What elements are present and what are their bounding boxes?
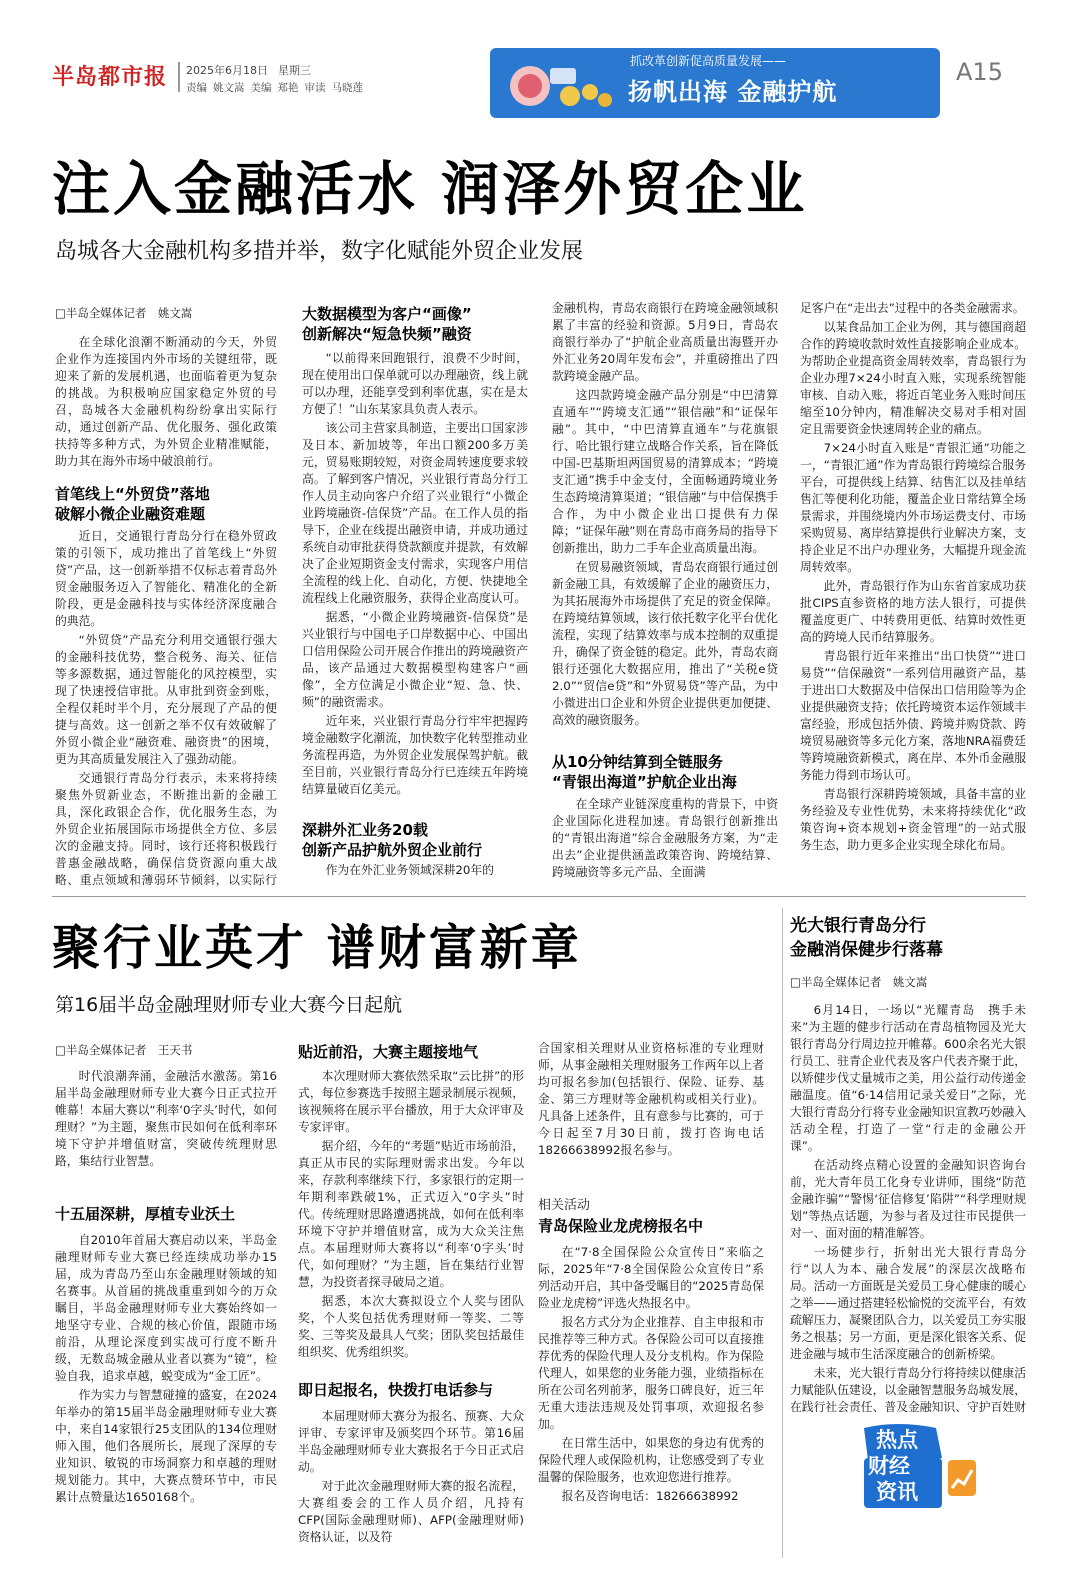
- paragraph: 近日，交通银行青岛分行在稳外贸政策的引领下，成功推出了首笔线上“外贸贷”产品，这一创新举措不仅标志着青岛外贸金融服务迈入了智能化、精准化的全新阶段，更是金融科技与实体经济深度融合的典范。: [55, 529, 277, 628]
- paper-name: 半岛都市报: [52, 64, 168, 90]
- paragraph: 该公司主营家具制造，主要出口国家涉及日本、新加坡等，年出口额200多万美元，贸易账期较短，对资金周转速度要求较高。了解到客户情况，兴业银行青岛分行工作人员主动向客户介绍了兴业银行“小微企业跨境融资-信保贷”产品。在工作人员的指导下，企业在线提出融资申请，并成功通过系统自动审批获得贷款额度并提款，有效解决了企业短期资金支付需求，实现客户用信全流程的线上化、自动化，方便、快捷地全流程线上化融资服务，获得企业高度认可。: [302, 421, 528, 605]
- story2-col2-b: [298, 1408, 524, 1562]
- paragraph: 作为实力与智慧碰撞的盛宴，在2024年举办的第15届半岛金融理财师专业大赛中，来自14家银行25支团队的134位理财师入围，他们各展所长，展现了深厚的专业知识、敏锐的市场洞察力和卓越的理财规划能力。其中，大赛点赞环节中，市民累计点赞量达1650168个。: [55, 1388, 277, 1504]
- story1-subhead: 岛城各大金融机构多措并举，数字化赋能外贸企业发展: [55, 239, 584, 264]
- paragraph: 交通银行青岛分行表示，未来将持续聚焦外贸新业态，不断推出新的金融工具，深化政银企合作，优化服务生态，为外贸企业拓展国际市场提供全方位、多层次的金融支持。同时，该行还将积极践行普惠金融战略，确保信贷资源向重大战略、重点领域和薄弱环节倾斜，以实际行: [55, 771, 277, 887]
- story3-headline: 光大银行青岛分行 金融消保健步行落幕: [790, 916, 943, 960]
- story3-byline: □半岛全媒体记者 姚文嵩: [790, 975, 928, 989]
- paragraph: 7×24小时直入账是“青银汇通”功能之一，“青银汇通”作为青岛银行跨境综合服务平台，可提供线上结算、结售汇以及挂单结售汇等便利化功能，覆盖企业日常结算全场景需求，并围绕境内外市场运费支付、市场采购贸易、离岸结算提供行业解决方案，支持企业足不出户办理业务，大幅提升现金流周转效率。: [800, 441, 1026, 574]
- paragraph: “外贸贷”产品充分利用交通银行强大的金融科技优势，整合税务、海关、征信等多源数据，通过智能化的风控模型，实现了快速授信审批。从审批到资金到账，全程仅耗时半个月，充分展现了产品的便捷与高效。这一创新之举不仅有效破解了外贸小微企业“融资难、融资贵”的困境，更为其高质量发展注入了强劲动能。: [55, 633, 277, 766]
- story2-subhead-3: 即日起报名，快拨打电话参与: [298, 1381, 494, 1399]
- story1-col3-b: [552, 796, 778, 888]
- paragraph: 本届理财师大赛分为报名、预赛、大众评审、专家评审及颁奖四个环节。第16届半岛金融理财师专业大赛报名于今日正式启动。: [298, 1409, 524, 1474]
- story2-subhead-4: 青岛保险业龙虎榜报名中: [538, 1217, 704, 1235]
- story2-col3-b: [538, 1244, 764, 1562]
- story1-col2-a: [302, 350, 528, 816]
- editor-credits: [186, 80, 369, 95]
- story2-subhead-2: 贴近前沿，大赛主题接地气: [298, 1043, 479, 1061]
- paragraph: 在全球化浪潮不断涌动的今天，外贸企业作为连接国内外市场的关键纽带，既迎来了新的发展机遇，也面临着更为复杂的挑战。为积极响应国家稳定外贸的号召，岛城各大金融机构纷纷拿出实际行动，通过创新产品、优化服务、强化政策扶持等多种方式，为外贸企业精准赋能，助力其在海外市场中破浪前行。: [55, 335, 277, 468]
- story1-col1-a: [55, 334, 277, 470]
- masthead: [0, 0, 1080, 118]
- paragraph: 青岛银行近年来推出“出口快贷”“进口易贷”“信保融资”一系列信用融资产品，基于进出口大数据及中信保出口信用险等为企业提供融资支持；依托跨境资本运作领域丰富经验，形成包括外债、跨境并购贷款、跨境贸易融资等多元化方案，落地NRA福费廷等跨境融资新模式，离在岸、本外币金融服务能力得到市场认可。: [800, 649, 1026, 782]
- story1-subhead-3: 深耕外汇业务20载 创新产品护航外贸企业前行: [302, 821, 483, 859]
- paragraph: 作为在外汇业务领域深耕20年的: [325, 863, 494, 877]
- paragraph: 一场健步行，折射出光大银行青岛分行“以人为本、融合发展”的深层次战略布局。活动一方面既是关爱员工身心健康的暖心之举——通过搭建轻松愉悦的交流平台，有效疏解压力，凝聚团队合力，以关爱员工夯实服务之根基；另一方面，更是深化银客关系、促进金融与城市生活深度融合的创新桥梁。: [790, 1245, 1026, 1361]
- story1-subhead-2: 大数据模型为客户“画像” 创新解决“短急快频”融资: [302, 305, 472, 343]
- paragraph: 足客户在“走出去”过程中的各类金融需求。: [800, 301, 1025, 315]
- banner-kicker: 抓改革创新促高质量发展——: [630, 54, 787, 68]
- issue-date: [186, 62, 311, 78]
- paragraph: 在日常生活中，如果您的身边有优秀的保险代理人或保险机构，让您感受到了专业温馨的保险服务，也欢迎您进行推荐。: [538, 1436, 764, 1484]
- editor-name: 姚文嵩: [213, 82, 245, 94]
- paragraph: 对于此次金融理财师大赛的报名流程，大赛组委会的工作人员介绍，凡持有CFP(国际金融理财师)、AFP(金融理财师)资格认证，以及符: [298, 1479, 524, 1544]
- column-divider: [782, 908, 783, 1558]
- page-number: A15: [956, 58, 1003, 86]
- paragraph: 据悉，“小微企业跨境融资-信保贷”是兴业银行与中国电子口岸数据中心、中国出口信用保险公司开展合作推出的跨境融资产品，该产品通过大数据模型构建客户“画像”，全方位满足小微企业“短、急、快、频”的融资需求。: [302, 610, 528, 709]
- story1-subhead-1: 首笔线上“外贸贷”落地 破解小微企业融资难题: [55, 485, 210, 523]
- paragraph: 6月14日，一场以“光耀青岛 携手未来”为主题的健步行活动在青岛植物园及光大银行青岛分行周边拉开帷幕。600余名光大银行员工、驻青企业代表及客户代表齐聚于此，以矫健步伐丈量城市之美，用公益行动传递金融温度。值“6·14信用记录关爱日”之际，光大银行青岛分行将专业金融知识宣教巧妙融入活动全程，打造了一堂“行走的金融公开课”。: [790, 1003, 1026, 1153]
- paragraph: 在贸易融资领域，青岛农商银行通过创新金融工具，有效缓解了企业的融资压力，为其拓展海外市场提供了充足的资金保障。在跨境结算领域，该行依托数字化平台优化流程，实现了结算效率与成本控制的双重提升，确保了资金链的稳定。此外，青岛农商银行还强化大数据应用，推出了“关税e贷2.0”“贸信e贷”和“外贸易贷”等产品，为中小微进出口企业和外贸企业提供更加便捷、高效的融资服务。: [552, 560, 778, 727]
- weekday-text: 星期三: [278, 64, 311, 77]
- story1-headline: 注入金融活水 润泽外贸企业: [52, 155, 808, 223]
- paragraph: 青岛银行深耕跨境领域，具备丰富的业务经验及专业性优势，未来将持续优化“政策咨询+资本规划+资金管理”的一站式服务生态，助力更多企业实现全球化布局。: [800, 787, 1026, 852]
- paragraph: 时代浪潮奔涌，金融活水激荡。第16届半岛金融理财师专业大赛今日正式拉开帷幕！本届大赛以“利率‘0字头’时代，如何理财？”为主题，聚焦市民如何在低利率环境下守护并增值财富，突破传统理财思路，集结行业智慧。: [55, 1069, 277, 1168]
- paragraph: “以前得来回跑银行，浪费不少时间，现在使用出口保单就可以办理融资，线上就可以办理，还能享受到利率优惠，实在是太方便了！”山东某家具负责人表示。: [302, 351, 528, 416]
- story1-col2-b: [302, 862, 528, 886]
- paragraph: 在“7·8全国保险公众宣传日”来临之际，2025年“7·8全国保险公众宣传日”系列活动开启，其中备受瞩目的“2025青岛保险业龙虎榜”评选火热报名中。: [538, 1245, 764, 1310]
- paragraph: 合国家相关理财从业资格标准的专业理财师，从事金融相关理财服务工作两年以上者均可报名参加(包括银行、保险、证券、基金、第三方理财等金融机构或相关行业)。凡具备上述条件，且有意参与比赛的，可于今日起至7月30日前，拨打咨询电话18266638992报名参与。: [538, 1041, 764, 1157]
- editor-role: 美编: [250, 82, 272, 94]
- editor-name: 郑艳: [277, 82, 299, 94]
- related-label: 相关活动: [538, 1198, 591, 1213]
- badge-line-1: 热点: [876, 1428, 918, 1452]
- paragraph: 此外，青岛银行作为山东省首家成功获批CIPS直参资格的地方法人银行，可提供覆盖度更广、中转费用更低、结算时效性更高的跨境人民币结算服务。: [800, 579, 1026, 644]
- date-text: 2025年6月18日: [186, 64, 268, 77]
- paragraph: 报名及咨询电话：18266638992: [561, 1489, 739, 1503]
- banner-coins-illustration: [500, 56, 620, 112]
- paragraph: 报名方式分为企业推荐、自主申报和市民推荐等三种方式。各保险公司可以直接推荐优秀的保险代理人及分支机构。作为保险代理人，如果您的业务能力强，业绩指标在所在公司名列前茅，服务口碑良好，近三年无重大违法违规及处罚事项，欢迎报名参加。: [538, 1315, 764, 1431]
- story1-byline: □半岛全媒体记者 姚文嵩: [55, 306, 193, 320]
- paragraph: 未来，光大银行青岛分行将持续以健康活力赋能队伍建设，以金融智慧服务岛城发展，在践行社会责任、普及金融知识、守护百姓财: [790, 1366, 1026, 1414]
- hot-finance-badge: [858, 1418, 984, 1514]
- editor-role: 责编: [186, 82, 207, 94]
- story2-headline: 聚行业英才 谱财富新章: [52, 920, 582, 976]
- section-divider: [52, 896, 1026, 897]
- paragraph: 据悉，本次大赛拟设立个人奖与团队奖，个人奖包括优秀理财师一等奖、二等奖、三等奖及最具人气奖；团队奖包括最佳组织奖、优秀组织奖。: [298, 1294, 524, 1359]
- paragraph: 近年来，兴业银行青岛分行牢牢把握跨境金融数字化潮流，加快数字化转型推动业务流程再造，为外贸企业发展保驾护航。截至目前，兴业银行青岛分行已连续五年跨境结算量破百亿美元。: [302, 714, 528, 796]
- masthead-divider: [178, 62, 180, 92]
- editor-name: 马晓莲: [331, 82, 363, 94]
- paragraph: 据介绍，今年的“考题”贴近市场前沿，真正从市民的实际理财需求出发。今年以来，存款利率继续下行，多家银行的定期一年期利率跌破1%，正式迈入“0字头”时代。传统理财思路遭遇挑战，如何在低利率环境下守护并增值财富，成为大众关注焦点。本届理财师大赛将以“利率‘0字头’时代，如何理财？”为主题，旨在集结行业智慧，为投资者探寻破局之道。: [298, 1139, 524, 1289]
- paragraph: 金融机构，青岛农商银行在跨境金融领域积累了丰富的经验和资源。5月9日，青岛农商银行举办了“护航企业高质量出海暨开办外汇业务20周年发布会”，并重磅推出了四款跨境金融产品。: [552, 301, 778, 383]
- story2-col2-a: [298, 1068, 524, 1374]
- paragraph: 这四款跨境金融产品分别是“中巴清算直通车”“跨境支汇通”“银信融”和“证保年融”。其中，“中巴清算直通车”与花旗银行、哈比银行建立战略合作关系，旨在降低中国-巴基斯坦两国贸易的清算成本；“跨境支汇通”携手中金支付，全面畅通跨境业务生态跨境清算渠道；“银信融”与中信保携手合作，为中小微企业出口提供有力保障；“证保年融”则在青岛市商务局的指导下创新推出，助力二手车企业高质量出海。: [552, 388, 778, 555]
- story2-byline: □半岛全媒体记者 王天书: [55, 1043, 193, 1057]
- paragraph: 以某食品加工企业为例，其与德国商超合作的跨境收款时效性直接影响企业成本。为帮助企业提高资金周转效率，青岛银行为企业办理7×24小时直入账，实现系统智能审核、自动入账，将近百笔业务入账时间压缩至10分钟内，精准解决交易对手相对固定且需要资金快速周转企业的痛点。: [800, 320, 1026, 436]
- story2-col1-a: [55, 1068, 277, 1188]
- section-banner: [490, 48, 940, 118]
- paragraph: 在活动终点精心设置的金融知识咨询台前，光大青年员工化身专业讲师，围绕“防范金融诈骗”“警惕‘征信修复’陷阱”“科学理财规划”等热点话题，为参与者及过往市民提供一对一、面对面的精准解答。: [790, 1158, 1026, 1240]
- badge-line-2: 财经: [868, 1454, 910, 1478]
- story1-col3-a: [552, 300, 778, 740]
- story1-col1-b: [55, 528, 277, 890]
- story2-subhead-1: 十五届深耕，厚植专业沃土: [55, 1205, 236, 1223]
- story1-subhead-4: 从10分钟结算到全链服务 “青银出海道”护航企业出海: [552, 753, 737, 791]
- editor-role: 审读: [304, 82, 326, 94]
- banner-title: 扬帆出海 金融护航: [628, 78, 838, 106]
- badge-line-3: 资讯: [876, 1480, 918, 1504]
- paragraph: 自2010年首届大赛启动以来，半岛金融理财师专业大赛已经连续成功举办15届，成为青岛乃至山东金融理财领域的知名赛事。从首届的挑战重重到如今的万众瞩目，半岛金融理财师专业大赛始终如一地坚守专业、合规的核心价值，跟随市场前沿，从理论深度到实战可行度不断升级，无数岛城金融从业者以赛为“镜”，检验自我，追求卓越，蜕变成为“金工匠”。: [55, 1233, 277, 1383]
- paragraph: 本次理财师大赛依然采取“云比拼”的形式，每位参赛选手按照主题录制展示视频，该视频将在展示平台播放，用于大众评审及专家评审。: [298, 1069, 524, 1134]
- story3-col-a: [790, 1002, 1026, 1414]
- story1-col4: [800, 300, 1026, 888]
- paragraph: 在全球产业链深度重构的背景下，中资企业国际化进程加速。青岛银行创新推出的“青银出海道”综合金融服务方案，为“走出去”企业提供涵盖政策咨询、跨境结算、跨境融资等多元产品、全面满: [552, 797, 778, 879]
- story2-col1-b: [55, 1232, 277, 1562]
- story2-subhead: 第16届半岛金融理财师专业大赛今日起航: [55, 994, 403, 1016]
- story2-col3-a: [538, 1040, 764, 1178]
